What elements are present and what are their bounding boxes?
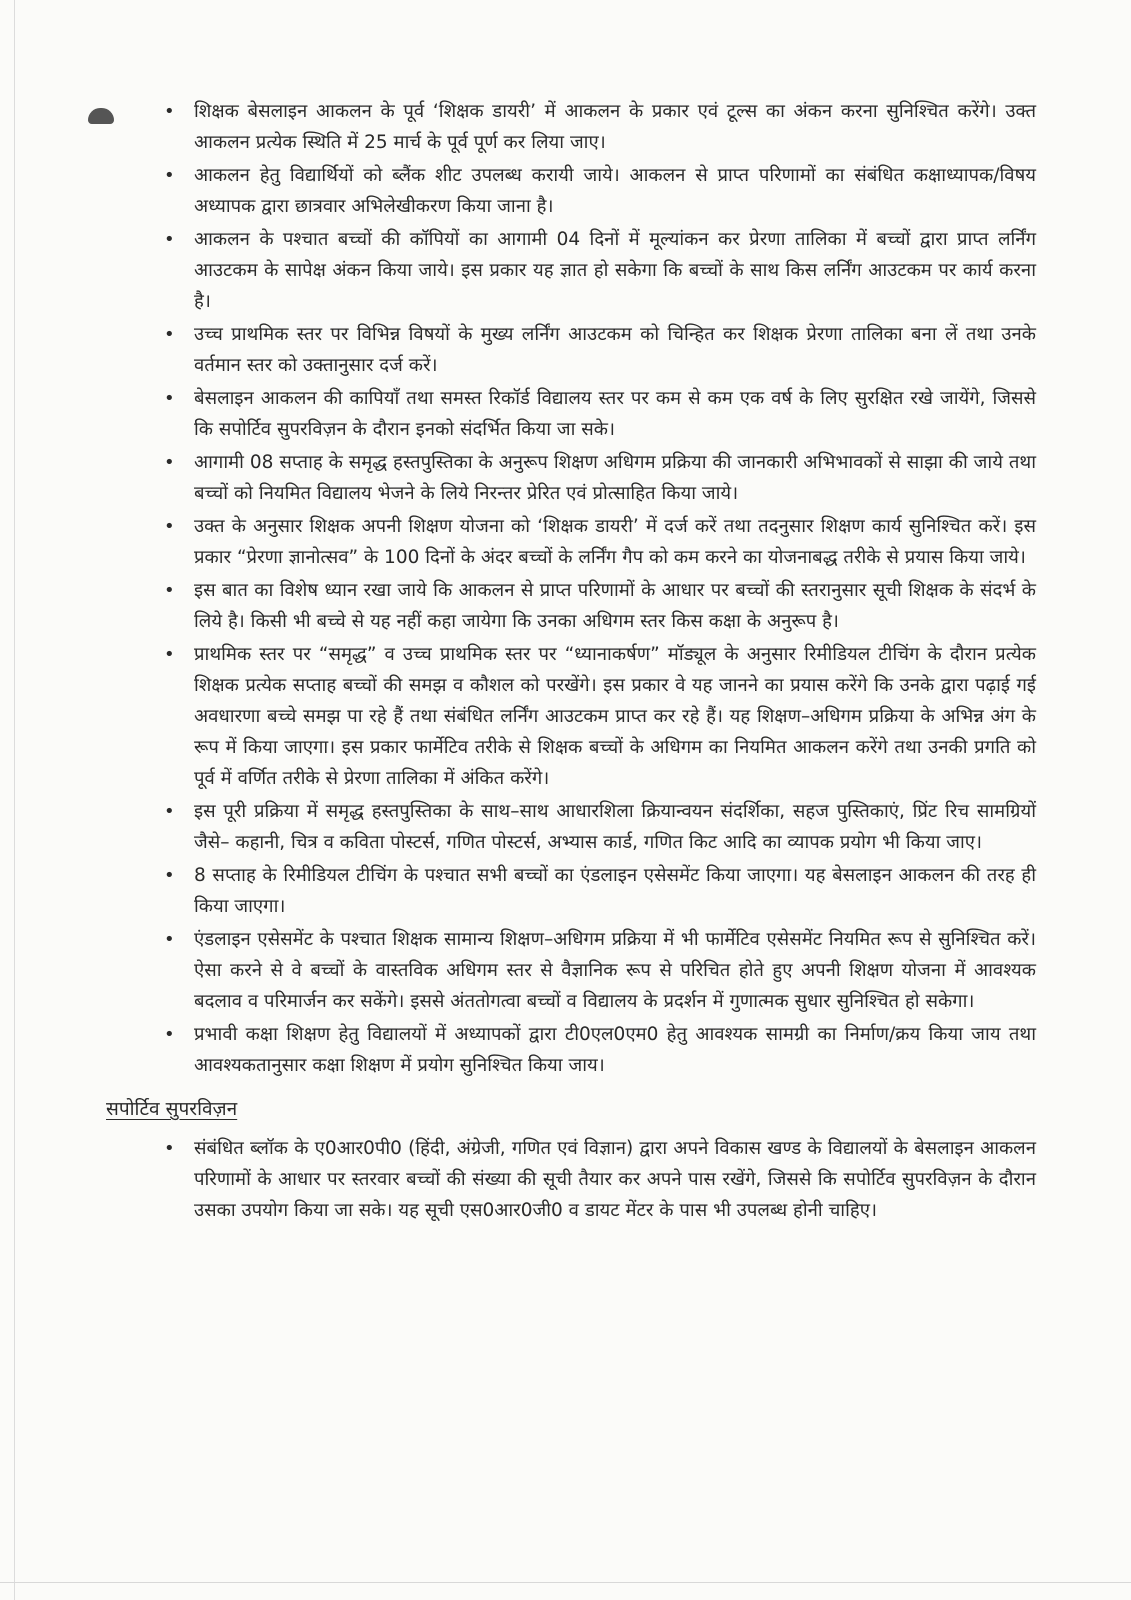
- list-item-text: आगामी 08 सप्ताह के समृद्ध हस्तपुस्तिका के अनुरूप शिक्षण अधिगम प्रक्रिया की जानकारी अभिभावकों से साझा की जाये तथा बच्चों को नियमित विद्यालय भेजने के लिये निरन्तर प्रेरित एवं प्रोत्साहित किया जाये।: [194, 452, 1036, 504]
- list-item: [106, 639, 1036, 794]
- list-item-text: शिक्षक बेसलाइन आकलन के पूर्व ‘शिक्षक डायरी’ में आकलन के प्रकार एवं टूल्स का अंकन करना सुनिश्चित करेंगे। उक्त आकलन प्रत्येक स्थिति में 25 मार्च के पूर्व पूर्ण कर लिया जाए।: [194, 101, 1036, 153]
- bullet-list-main: [106, 96, 1036, 1081]
- list-item-text: 8 सप्ताह के रिमीडियल टीचिंग के पश्चात सभी बच्चों का एंडलाइन एसेसमेंट किया जाएगा। यह बेसलाइन आकलन की तरह ही किया जाएगा।: [194, 865, 1036, 917]
- bullet-icon: •: [164, 324, 175, 345]
- list-item-text: इस पूरी प्रक्रिया में समृद्ध हस्तपुस्तिका के साथ–साथ आधारशिला क्रियान्वयन संदर्शिका, सहज पुस्तिकाएं, प्रिंट रिच सामग्रियों जैसे– कहानी, चित्र व कविता पोस्टर्स, गणित पोस्टर्स, अभ्यास कार्ड, गणित किट आदि का व्यापक प्रयोग भी किया जाए।: [194, 801, 1036, 853]
- bullet-icon: •: [164, 452, 175, 473]
- bullet-icon: •: [164, 1138, 175, 1159]
- scan-edge-bottom: [0, 1582, 1131, 1583]
- list-item: [106, 860, 1036, 922]
- section-heading: सपोर्टिव सुपरविज़न: [106, 1098, 238, 1120]
- list-item-text: आकलन के पश्चात बच्चों की कॉपियों का आगामी 04 दिनों में मूल्यांकन कर प्रेरणा तालिका में बच्चों द्वारा प्राप्त लर्निंग आउटकम के सापेक्ष अंकन किया जाये। इस प्रकार यह ज्ञात हो सकेगा कि बच्चों के साथ किस लर्निंग आउटकम पर कार्य करना है।: [194, 229, 1036, 312]
- scan-edge: [14, 0, 15, 1600]
- list-item-text: उच्च प्राथमिक स्तर पर विभिन्न विषयों के मुख्य लर्निंग आउटकम को चिन्हित कर शिक्षक प्रेरणा तालिका बना लें तथा उनके वर्तमान स्तर को उक्तानुसार दर्ज करें।: [194, 324, 1036, 376]
- list-item: [106, 319, 1036, 381]
- document-body: [106, 96, 1036, 1228]
- list-item-text: बेसलाइन आकलन की कापियाँ तथा समस्त रिकॉर्ड विद्यालय स्तर पर कम से कम एक वर्ष के लिए सुरक्षित रखे जायेंगे, जिससे कि सपोर्टिव सुपरविज़न के दौरान इनको संदर्भित किया जा सके।: [194, 388, 1036, 440]
- bullet-icon: •: [164, 929, 175, 950]
- list-item: [106, 224, 1036, 317]
- list-item-text: संबंधित ब्लॉक के ए0आर0पी0 (हिंदी, अंग्रेजी, गणित एवं विज्ञान) द्वारा अपने विकास खण्ड के विद्यालयों के बेसलाइन आकलन परिणामों के आधार पर स्तरवार बच्चों की संख्या की सूची तैयार कर अपने पास रखेंगे, जिससे कि सपोर्टिव सुपरविज़न के दौरान उसका उपयोग किया जा सके। यह सूची एस0आर0जी0 व डायट मेंटर के पास भी उपलब्ध होनी चाहिए।: [194, 1138, 1036, 1221]
- bullet-icon: •: [164, 101, 175, 122]
- list-item-text: उक्त के अनुसार शिक्षक अपनी शिक्षण योजना को ‘शिक्षक डायरी’ में दर्ज करें तथा तदनुसार शिक्षण कार्य सुनिश्चित करें। इस प्रकार “प्रेरणा ज्ञानोत्सव” के 100 दिनों के अंदर बच्चों के लर्निंग गैप को कम करने का योजनाबद्ध तरीके से प्रयास किया जाये।: [194, 516, 1036, 568]
- list-item: [106, 447, 1036, 509]
- bullet-icon: •: [164, 229, 175, 250]
- list-item-text: प्राथमिक स्तर पर “समृद्ध” व उच्च प्राथमिक स्तर पर “ध्यानाकर्षण” मॉड्यूल के अनुसार रिमीडियल टीचिंग के दौरान प्रत्येक शिक्षक प्रत्येक सप्ताह बच्चों की समझ व कौशल को परखेंगे। इस प्रकार वे यह जानने का प्रयास करेंगे कि उनके द्वारा पढ़ाई गई अवधारणा बच्चे समझ पा रहे हैं तथा संबंधित लर्निंग आउटकम प्राप्त कर रहे हैं। यह शिक्षण–अधिगम प्रक्रिया के अभिन्न अंग के रूप में किया जाएगा। इस प्रकार फार्मेटिव तरीके से शिक्षक बच्चों के अधिगम का नियमित आकलन करेंगे तथा उनकी प्रगति को पूर्व में वर्णित तरीके से प्रेरणा तालिका में अंकित करेंगे।: [194, 644, 1036, 789]
- list-item: [106, 1019, 1036, 1081]
- list-item-text: आकलन हेतु विद्यार्थियों को ब्लैंक शीट उपलब्ध करायी जाये। आकलन से प्राप्त परिणामों का संबंधित कक्षाध्यापक/विषय अध्यापक द्वारा छात्रवार अभिलेखीकरण किया जाना है।: [194, 165, 1036, 217]
- list-item: [106, 1133, 1036, 1226]
- list-item: [106, 796, 1036, 858]
- bullet-icon: •: [164, 865, 175, 886]
- list-item: [106, 160, 1036, 222]
- list-item-text: एंडलाइन एसेसमेंट के पश्चात शिक्षक सामान्य शिक्षण–अधिगम प्रक्रिया में भी फार्मेटिव एसेसमेंट नियमित रूप से सुनिश्चित करें। ऐसा करने से वे बच्चों के वास्तविक अधिगम स्तर से वैज्ञानिक रूप से परिचित होते हुए अपनी शिक्षण योजना में आवश्यक बदलाव व परिमार्जन कर सकेंगे। इससे अंततोगत्वा बच्चों व विद्यालय के प्रदर्शन में गुणात्मक सुधार सुनिश्चित हो सकेगा।: [194, 929, 1036, 1012]
- list-item: [106, 575, 1036, 637]
- bullet-icon: •: [164, 388, 175, 409]
- bullet-icon: •: [164, 516, 175, 537]
- list-item: [106, 924, 1036, 1017]
- bullet-icon: •: [164, 580, 175, 601]
- bullet-icon: •: [164, 801, 175, 822]
- bullet-list-supervision: [106, 1133, 1036, 1226]
- bullet-icon: •: [164, 1024, 175, 1045]
- list-item-text: प्रभावी कक्षा शिक्षण हेतु विद्यालयों में अध्यापकों द्वारा टी0एल0एम0 हेतु आवश्यक सामग्री का निर्माण/क्रय किया जाय तथा आवश्यकतानुसार कक्षा शिक्षण में प्रयोग सुनिश्चित किया जाय।: [194, 1024, 1036, 1076]
- list-item: [106, 383, 1036, 445]
- list-item: [106, 96, 1036, 158]
- bullet-icon: •: [164, 644, 175, 665]
- list-item-text: इस बात का विशेष ध्यान रखा जाये कि आकलन से प्राप्त परिणामों के आधार पर बच्चों की स्तरानुसार सूची शिक्षक के संदर्भ के लिये है। किसी भी बच्चे से यह नहीं कहा जायेगा कि उनका अधिगम स्तर किस कक्षा के अनुरूप है।: [194, 580, 1036, 632]
- list-item: [106, 511, 1036, 573]
- bullet-icon: •: [164, 165, 175, 186]
